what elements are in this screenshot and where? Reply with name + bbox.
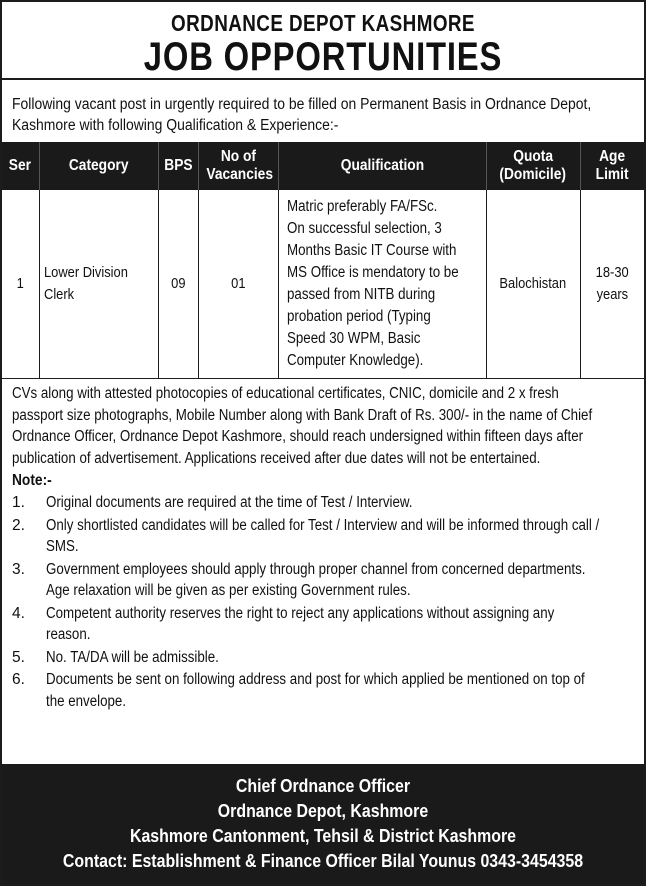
cell-vacancies: 01 bbox=[198, 190, 278, 379]
application-instructions bbox=[2, 379, 644, 469]
cell-qualification: Matric preferably FA/FSc. On successful selection, 3 Months Basic IT Course with MS Office is mendatory to be passed from NITB during probation period (Typing Speed 30 WPM, Basic Computer Knowledge). bbox=[278, 190, 486, 379]
column-header-vacancies: No of Vacancies bbox=[198, 142, 278, 190]
intro-paragraph bbox=[2, 80, 644, 142]
column-header-bps: BPS bbox=[158, 142, 198, 190]
notes-list bbox=[2, 492, 644, 712]
column-header-category: Category bbox=[39, 142, 158, 190]
list-item: 6. Documents be sent on following address and post for which applied be mentioned on top of the envelope. bbox=[12, 671, 585, 710]
column-header-quota: Quota (Domicile) bbox=[486, 142, 580, 190]
advert-header bbox=[2, 2, 644, 80]
column-header-qualification: Qualification bbox=[278, 142, 486, 190]
list-item: 1. Original documents are required at the time of Test / Interview. bbox=[12, 494, 413, 511]
page-title: JOB OPPORTUNITIES bbox=[143, 35, 503, 79]
footer-depot: Ordnance Depot, Kashmore bbox=[217, 800, 429, 821]
list-item: 4. Competent authority reserves the right to reject any applications without assigning any reason. bbox=[12, 604, 555, 643]
cell-age-limit: 18-30 years bbox=[580, 190, 644, 379]
footer-address: Kashmore Cantonment, Tehsil & District Kashmore bbox=[129, 825, 517, 846]
organization-name: ORDNANCE DEPOT KASHMORE bbox=[171, 10, 475, 36]
column-header-ser: Ser bbox=[2, 142, 39, 190]
column-header-age: Age Limit bbox=[580, 142, 644, 190]
footer-officer: Chief Ordnance Officer bbox=[235, 775, 411, 796]
instruction-line: Ordnance Officer, Ordnance Depot Kashmore, should reach undersigned within fifteen days after bbox=[12, 428, 584, 445]
cell-category: Lower Division Clerk bbox=[39, 190, 158, 379]
table-row bbox=[2, 190, 644, 379]
instruction-line: passport size photographs, Mobile Number along with Bank Draft of Rs. 300/- in the name of Chief bbox=[12, 406, 593, 424]
footer-contact: Contact: Establishment & Finance Officer Bilal Younus 0343-3454358 bbox=[62, 850, 584, 871]
list-item: 5. No. TA/DA will be admissible. bbox=[12, 648, 219, 666]
cell-quota: Balochistan bbox=[486, 190, 580, 379]
list-item: 2. Only shortlisted candidates will be called for Test / Interview and will be informed through call / SMS. bbox=[12, 516, 600, 555]
list-item: 3. Government employees should apply through proper channel from concerned departments. Age relaxation will be given as per existing Government rules. bbox=[12, 560, 586, 599]
vacancy-table bbox=[2, 142, 644, 379]
instruction-line: CVs along with attested photocopies of educational certificates, CNIC, domicile and 2 x fresh bbox=[12, 385, 559, 402]
intro-line-2: Kashmore with following Qualification & Experience:- bbox=[12, 117, 339, 134]
notes-heading: Note:- bbox=[12, 472, 52, 489]
cell-bps: 09 bbox=[158, 190, 198, 379]
cell-ser: 1 bbox=[2, 190, 39, 379]
instruction-line: publication of advertisement. Applications received after due dates will not be entertained. bbox=[12, 449, 541, 467]
table-header-row bbox=[2, 142, 644, 190]
contact-footer bbox=[2, 764, 644, 884]
intro-line-1: Following vacant post in urgently required to be filled on Permanent Basis in Ordnance Depot, bbox=[12, 96, 592, 113]
